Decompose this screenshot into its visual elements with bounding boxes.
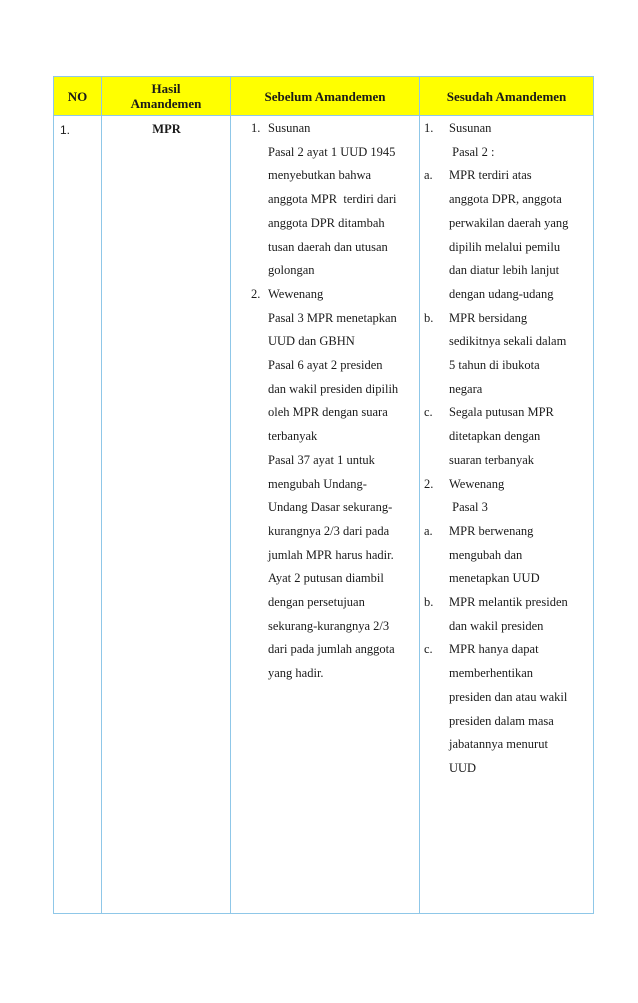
list-line: sedikitnya sekali dalam [449, 334, 567, 349]
list-line: MPR melantik presiden [449, 595, 568, 609]
list-line: menyebutkan bahwa [268, 168, 372, 183]
list-line: Susunan [449, 121, 492, 135]
list-marker: b. [424, 595, 434, 609]
list-line: 5 tahun di ibukota [449, 358, 540, 372]
list-marker: 2. [251, 286, 261, 301]
list-line: dan diatur lebih lanjut [449, 263, 560, 278]
list-marker: a. [424, 523, 433, 538]
list-line: oleh MPR dengan suara [268, 405, 388, 420]
list-line: Wewenang [268, 286, 324, 301]
header-sesudah [420, 77, 593, 116]
header-hasil-line2: Amandemen [130, 96, 202, 111]
list-line: Undang Dasar sekurang- [268, 500, 393, 515]
header-no [54, 77, 101, 116]
list-marker: c. [424, 642, 433, 657]
list-line: terbanyak [268, 429, 318, 444]
list-line: dengan persetujuan [268, 595, 365, 609]
column-no [54, 77, 102, 914]
list-line: perwakilan daerah yang [449, 215, 569, 230]
list-line: UUD [449, 760, 477, 775]
list-line: Susunan [268, 121, 311, 135]
list-line: Pasal 2 ayat 1 UUD 1945 [268, 144, 396, 159]
row-number: 1. [60, 123, 71, 137]
list-line: Wewenang [449, 476, 505, 491]
list-marker: c. [424, 405, 433, 420]
list-line: golongan [268, 263, 315, 278]
list-line: Pasal 2 : [449, 144, 495, 159]
list-line: MPR berwenang [449, 523, 534, 538]
list-line: mengubah dan [449, 547, 523, 562]
list-line: Segala putusan MPR [449, 405, 554, 420]
list-line: suaran terbanyak [449, 452, 535, 467]
header-no-label: NO [67, 88, 88, 104]
row-hasil: MPR [152, 122, 181, 136]
list-line: Pasal 3 MPR menetapkan [268, 310, 397, 325]
list-line: dipilih melalui pemilu [449, 239, 561, 254]
list-line: anggota MPR terdiri dari [268, 192, 397, 207]
header-hasil [102, 77, 230, 116]
list-line: dengan udang-udang [449, 286, 554, 301]
list-line: MPR terdiri atas [449, 168, 532, 183]
list-line: presiden dalam masa [449, 713, 554, 728]
list-line: anggota DPR ditambah [268, 215, 385, 230]
list-line: dan wakil presiden [449, 618, 544, 633]
list-marker: 2. [424, 476, 434, 491]
column-sebelum [231, 77, 420, 914]
list-line: Ayat 2 putusan diambil [268, 571, 384, 586]
list-line: Pasal 6 ayat 2 presiden [268, 358, 383, 372]
list-line: Pasal 37 ayat 1 untuk [268, 452, 375, 467]
column-sesudah [420, 77, 594, 914]
list-line: sekurang-kurangnya 2/3 [268, 618, 390, 633]
list-marker: 1. [424, 121, 434, 135]
list-marker: 1. [251, 121, 261, 135]
list-line: negara [449, 381, 483, 396]
list-line: menetapkan UUD [449, 571, 540, 586]
list-line: mengubah Undang- [268, 476, 367, 491]
list-line: anggota DPR, anggota [449, 192, 562, 207]
list-line: dari pada jumlah anggota [268, 642, 395, 657]
list-line: presiden dan atau wakil [449, 689, 568, 704]
column-hasil [102, 77, 231, 914]
list-line: Pasal 3 [449, 500, 488, 515]
list-line: UUD dan GBHN [268, 334, 355, 349]
list-line: tusan daerah dan utusan [268, 239, 388, 254]
header-sesudah-label: Sesudah Amandemen [446, 88, 567, 104]
list-marker: a. [424, 168, 433, 183]
list-line: memberhentikan [449, 666, 533, 681]
list-marker: b. [424, 310, 434, 325]
list-line: MPR hanya dapat [449, 642, 539, 657]
list-line: ditetapkan dengan [449, 429, 541, 444]
header-sebelum [231, 77, 419, 116]
list-line: kurangnya 2/3 dari pada [268, 523, 390, 538]
list-line: MPR bersidang [449, 310, 528, 325]
list-line: jabatannya menurut [449, 737, 548, 752]
list-line: yang hadir. [268, 666, 324, 681]
amandemen-table [53, 76, 594, 914]
header-sebelum-label: Sebelum Amandemen [264, 88, 386, 104]
list-line: dan wakil presiden dipilih [268, 381, 399, 396]
header-hasil-line1: Hasil [151, 81, 181, 96]
list-line: jumlah MPR harus hadir. [268, 547, 394, 562]
